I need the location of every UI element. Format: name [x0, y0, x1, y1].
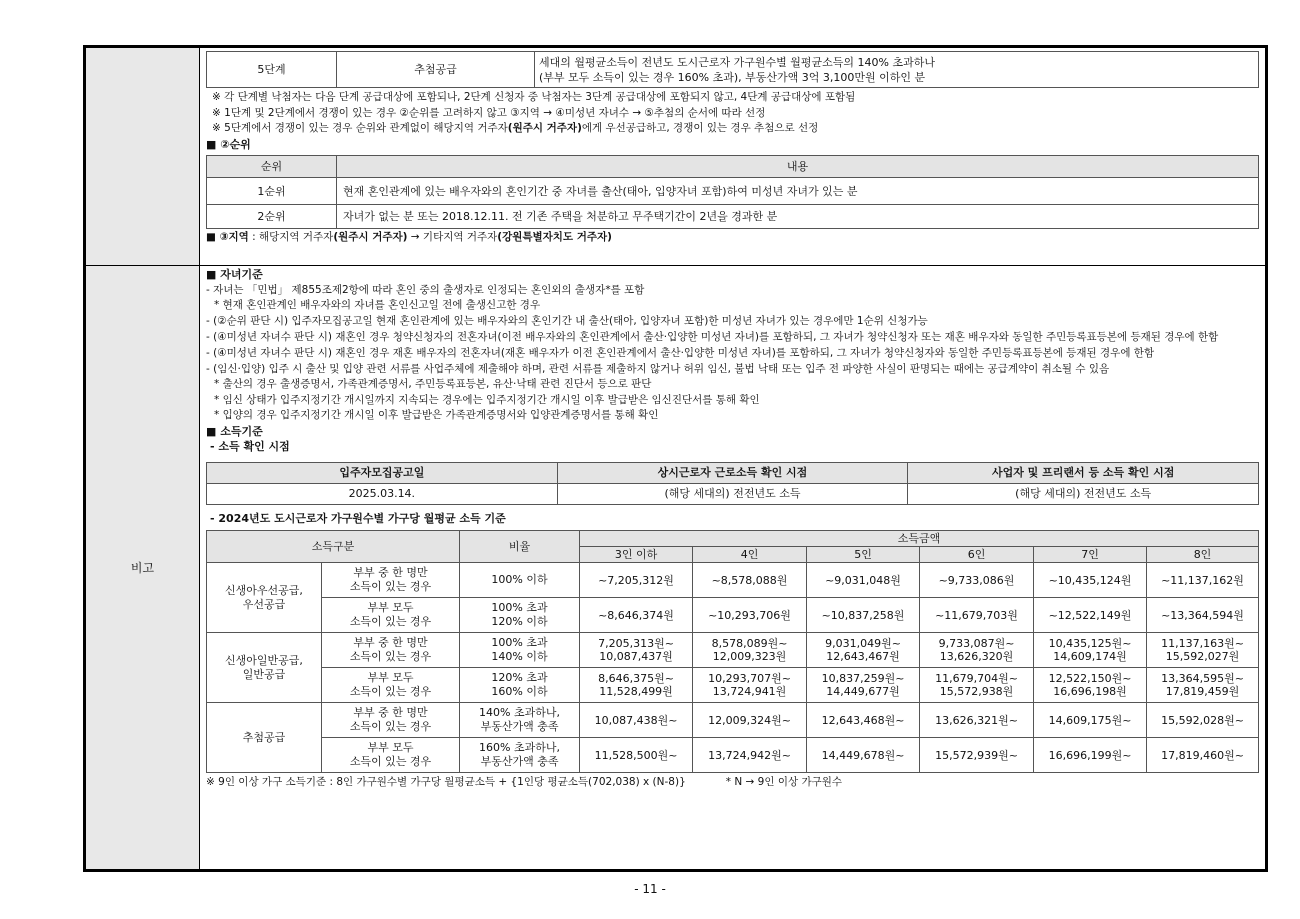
income-check-table	[206, 462, 1259, 505]
note-stage5-competition: ※ 5단계에서 경쟁이 있는 경우 순위와 관계없이 해당지역 거주자(원주시 거주자)에게 우선공급하고, 경쟁이 있는 경우 추첨으로 선정	[212, 122, 819, 134]
income-amount-cell: 9,031,049원~ 12,643,467원	[807, 633, 920, 668]
income-condition-cell: 부부 모두 소득이 있는 경우	[322, 668, 460, 703]
income-amount-cell: 14,609,175원~	[1034, 703, 1147, 738]
household-size-header: 8인	[1147, 547, 1259, 563]
income-row	[207, 738, 1259, 773]
household-size-header: 4인	[693, 547, 807, 563]
supply-type-cell: 추첨공급	[207, 703, 322, 773]
check-freelancer: (해당 세대의) 전전년도 소득	[908, 483, 1259, 504]
income-amount-cell: 12,522,150원~ 16,696,198원	[1034, 668, 1147, 703]
income-amount-cell: ~8,646,374원	[580, 598, 693, 633]
income-amount-cell: 14,449,678원~	[807, 738, 920, 773]
supply-type-cell: 신생아일반공급, 일반공급	[207, 633, 322, 703]
income-amount-cell: 8,578,089원~ 12,009,323원	[693, 633, 807, 668]
rank-2-content: 자녀가 없는 분 또는 2018.12.11. 전 기존 주택을 처분하고 무주택기간이 2년을 경과한 분	[337, 205, 1259, 229]
income-amount-cell: 10,435,125원~ 14,609,174원	[1034, 633, 1147, 668]
income-ratio-cell: 160% 초과하나, 부동산가액 충족	[460, 738, 580, 773]
income-condition-cell: 부부 중 한 명만 소득이 있는 경우	[322, 703, 460, 738]
child-line: - 자녀는 「민법」 제855조제2항에 따라 혼인 중의 출생자로 인정되는 혼인외의 출생자*를 포함	[206, 283, 645, 296]
income-amount-cell: 16,696,199원~	[1034, 738, 1147, 773]
supply-type-cell: 신생아우선공급, 우선공급	[207, 563, 322, 633]
check-date: 2025.03.14.	[207, 483, 558, 504]
income-amount-cell: 10,087,438원~	[580, 703, 693, 738]
income-amount-cell: 11,528,500원~	[580, 738, 693, 773]
income-amount-cell: ~11,137,162원	[1147, 563, 1259, 598]
document-page	[83, 45, 1268, 872]
child-line: * 출산의 경우 출생증명서, 가족관계증명서, 주민등록표등본, 유산·낙태 관련 진단서 등으로 판단	[214, 378, 652, 390]
income-type-header: 소득구분	[207, 531, 460, 563]
income-amount-cell: ~11,679,703원	[920, 598, 1034, 633]
check-header-date: 입주자모집공고일	[207, 462, 558, 483]
income-amount-cell: ~10,435,124원	[1034, 563, 1147, 598]
income-condition-cell: 부부 중 한 명만 소득이 있는 경우	[322, 563, 460, 598]
page-number: - 11 -	[634, 882, 666, 896]
stage5-desc-line2: (부부 모두 소득이 있는 경우 160% 초과), 부동산가액 3억 3,100만원 이하인 분	[539, 70, 926, 84]
income-amount-cell: ~7,205,312원	[580, 563, 693, 598]
ratio-header: 비율	[460, 531, 580, 563]
check-header-freelancer: 사업자 및 프리랜서 등 소득 확인 시점	[908, 462, 1259, 483]
income-row	[207, 633, 1259, 668]
child-line: * 현재 혼인관계인 배우자와의 자녀를 혼인신고일 전에 출생신고한 경우	[214, 299, 541, 311]
stage5-label: 5단계	[207, 52, 337, 88]
income-amount-cell: 13,626,321원~	[920, 703, 1034, 738]
income-amount-cell: 15,572,939원~	[920, 738, 1034, 773]
stage5-desc-line1: 세대의 월평균소득이 전년도 도시근로자 가구원수별 월평균소득의 140% 초과하나	[539, 55, 935, 69]
income-amount-cell: 13,724,942원~	[693, 738, 807, 773]
income-row	[207, 563, 1259, 598]
income-condition-cell: 부부 모두 소득이 있는 경우	[322, 598, 460, 633]
rank-2: 2순위	[207, 205, 337, 229]
income-amount-cell: 15,592,028원~	[1147, 703, 1259, 738]
check-header-employee: 상시근로자 근로소득 확인 시점	[557, 462, 908, 483]
income-ratio-cell: 120% 초과 160% 이하	[460, 668, 580, 703]
income-standard-table	[206, 530, 1259, 773]
income-condition-cell: 부부 모두 소득이 있는 경우	[322, 738, 460, 773]
child-criteria-heading: ■ 자녀기준	[206, 268, 263, 281]
income-amount-cell: 10,293,707원~ 13,724,941원	[693, 668, 807, 703]
household-size-header: 6인	[920, 547, 1034, 563]
income-amount-cell: ~10,293,706원	[693, 598, 807, 633]
stage5-method: 추첨공급	[337, 52, 535, 88]
income-ratio-cell: 140% 초과하나, 부동산가액 충족	[460, 703, 580, 738]
remarks-section	[200, 266, 1266, 870]
income-amount-cell: 11,137,163원~ 15,592,027원	[1147, 633, 1259, 668]
child-line: - (②순위 판단 시) 입주자모집공고일 현재 혼인관계에 있는 배우자와의 혼인기간 내 출산(태아, 입양자녀 포함)한 미성년 자녀가 있는 경우에만 1순위 신청가능	[206, 314, 928, 327]
check-employee: (해당 세대의) 전전년도 소득	[557, 483, 908, 504]
income-amount-cell: 17,819,460원~	[1147, 738, 1259, 773]
income-amount-cell: 13,364,595원~ 17,819,459원	[1147, 668, 1259, 703]
income-ratio-cell: 100% 초과 140% 이하	[460, 633, 580, 668]
child-line: * 임신 상태가 입주지정기간 개시일까지 지속되는 경우에는 입주지정기간 개시일 이후 발급받은 임신진단서를 통해 확인	[214, 393, 760, 406]
rank-header: 순위	[207, 156, 337, 178]
income-condition-cell: 부부 중 한 명만 소득이 있는 경우	[322, 633, 460, 668]
rank-1-content: 현재 혼인관계에 있는 배우자와의 혼인기간 중 자녀를 출산(태아, 입양자녀 포함)하여 미성년 자녀가 있는 분	[337, 178, 1259, 205]
income-amount-cell: 12,009,324원~	[693, 703, 807, 738]
income-amount-cell: ~12,522,149원	[1034, 598, 1147, 633]
remarks-label: 비고	[86, 266, 200, 870]
household-size-header: 5인	[807, 547, 920, 563]
child-line: - (④미성년 자녀수 판단 시) 재혼인 경우 청약신청자의 전혼자녀(이전 배우자와의 혼인관계에서 출산·입양한 미성년 자녀)를 포함하되, 그 자녀가 청약신청자 또는 재혼 배우자와 동일한 주민등록표등본에 등재된 경우에 한함	[206, 331, 1219, 343]
rank-1: 1순위	[207, 178, 337, 205]
income-amount-cell: ~10,837,258원	[807, 598, 920, 633]
amount-header: 소득금액	[580, 531, 1259, 547]
income-amount-cell: ~9,733,086원	[920, 563, 1034, 598]
child-line: * 입양의 경우 입주지정기간 개시일 이후 발급받은 가족관계증명서와 입양관계증명서를 통해 확인	[214, 409, 659, 421]
income-amount-cell: 10,837,259원~ 14,449,677원	[807, 668, 920, 703]
income-amount-cell: 8,646,375원~ 11,528,499원	[580, 668, 693, 703]
note-stage12: ※ 1단계 및 2단계에서 경쟁이 있는 경우 ②순위를 고려하지 않고 ③지역 → ④미성년 자녀수 → ⑤추첨의 순서에 따라 선정	[212, 106, 766, 119]
income-ratio-cell: 100% 이하	[460, 563, 580, 598]
region-line: ■ ③지역 : 해당지역 거주자(원주시 거주자) → 기타지역 거주자(강원특별자치도 거주자)	[206, 231, 612, 243]
rank-table	[206, 155, 1259, 229]
income-amount-cell: 11,679,704원~ 15,572,938원	[920, 668, 1034, 703]
child-line: - (임신·입양) 입주 시 출산 및 입양 관련 서류를 사업주체에 제출해야 하며, 관련 서류를 제출하지 않거나 허위 임신, 불법 낙태 또는 입주 전 파양한 사실이 판명되는 때에는 공급계약이 취소될 수 있음	[206, 363, 1110, 375]
household-9plus-footnote: ※ 9인 이상 가구 소득기준 : 8인 가구원수별 가구당 월평균소득 + {1인당 평균소득(702,038) x (N-8)} * N → 9인 이상 가구원수	[206, 776, 843, 788]
child-line: - (④미성년 자녀수 판단 시) 재혼인 경우 재혼 배우자의 전혼자녀(재혼 배우자가 이전 혼인관계에서 출산·입양한 미성년 자녀)를 포함하되, 그 자녀가 청약신청자와 동일한 주민등록표등본에 등재된 경우에 한함	[206, 347, 1155, 359]
income-check-subheading: - 소득 확인 시점	[210, 440, 290, 453]
rank-heading: ■ ②순위	[206, 137, 251, 151]
income-criteria-heading: ■ 소득기준	[206, 424, 263, 438]
income-amount-cell: 7,205,313원~ 10,087,437원	[580, 633, 693, 668]
note-stage-fail: ※ 각 단계별 낙첨자는 다음 단계 공급대상에 포함되나, 2단계 신청자 중 낙첨자는 3단계 공급대상에 포함되지 않고, 4단계 공급대상에 포함됨	[212, 91, 856, 103]
income-row	[207, 703, 1259, 738]
left-label-blank	[86, 48, 200, 266]
income-amount-cell: ~8,578,088원	[693, 563, 807, 598]
household-size-header: 7인	[1034, 547, 1147, 563]
household-size-header: 3인 이하	[580, 547, 693, 563]
income-amount-cell: 9,733,087원~ 13,626,320원	[920, 633, 1034, 668]
stage5-table	[206, 51, 1259, 88]
selection-section	[200, 48, 1266, 266]
income-amount-cell: 12,643,468원~	[807, 703, 920, 738]
content-header: 내용	[337, 156, 1259, 178]
income-row	[207, 668, 1259, 703]
income-standard-subheading: - 2024년도 도시근로자 가구원수별 가구당 월평균 소득 기준	[210, 511, 506, 525]
income-row	[207, 598, 1259, 633]
income-amount-cell: ~13,364,594원	[1147, 598, 1259, 633]
income-amount-cell: ~9,031,048원	[807, 563, 920, 598]
income-ratio-cell: 100% 초과 120% 이하	[460, 598, 580, 633]
